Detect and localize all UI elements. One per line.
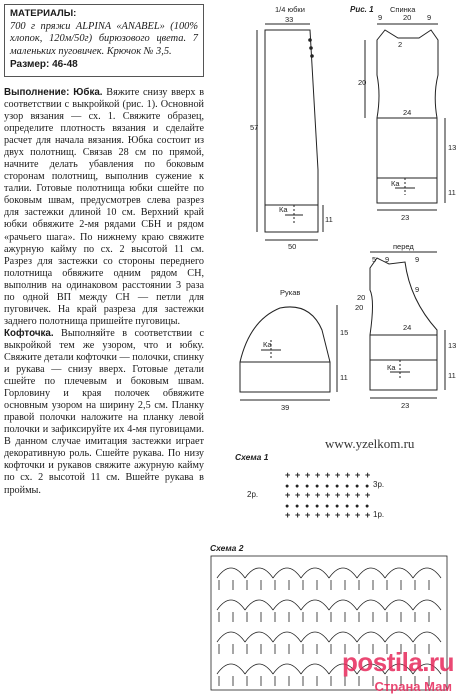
- jacket-heading: Кофточка.: [4, 327, 54, 339]
- hem-label-skirt: Ка: [279, 205, 288, 214]
- scheme-1-grid: [285, 470, 370, 520]
- stitch-symbol: +: [325, 470, 331, 480]
- back-pattern: [365, 24, 445, 210]
- stitch-symbol: ●: [355, 483, 360, 490]
- stitch-symbol: +: [315, 510, 321, 520]
- watermark-logo: postila.ru: [341, 647, 454, 677]
- skirt-paragraph: [4, 87, 204, 328]
- sleeve-pattern: [240, 305, 337, 400]
- skirt-pattern: [257, 24, 323, 240]
- stitch-symbol: +: [325, 510, 331, 520]
- scheme-2-title: Схема 2: [210, 543, 244, 553]
- lace-stitch-row: [219, 612, 429, 622]
- stitch-symbol: +: [285, 510, 291, 520]
- dim-front-top-2: 9: [385, 255, 390, 264]
- materials-heading: МАТЕРИАЛЫ:: [10, 8, 77, 19]
- lace-arch-row: [217, 568, 441, 578]
- stitch-symbol: ●: [285, 503, 290, 510]
- scheme-1-row2-label: 2р.: [247, 490, 259, 499]
- dim-skirt-bottom: 50: [288, 242, 297, 251]
- stitch-symbol: +: [335, 470, 341, 480]
- stitch-symbol: +: [315, 470, 321, 480]
- pattern-diagrams: [205, 0, 460, 698]
- hem-label-front: Ка: [387, 363, 396, 372]
- lace-stitch-row: [219, 580, 429, 590]
- front-label: перед: [393, 242, 414, 251]
- scheme-1-row3-label: 3р.: [373, 480, 385, 489]
- dim-sleeve-bottom: 39: [281, 403, 290, 412]
- stitch-symbol: ●: [285, 483, 290, 490]
- stitch-symbol: ●: [345, 483, 350, 490]
- stitch-symbol: +: [305, 470, 311, 480]
- lace-arch-row: [217, 600, 441, 610]
- stitch-symbol: ●: [315, 503, 320, 510]
- dim-back-top-left: 9: [378, 13, 383, 22]
- dim-skirt-top: 33: [285, 15, 294, 24]
- website-url: www.yzelkom.ru: [325, 436, 415, 451]
- materials-body: 700 г пряжи ALPINA «ANABEL» (100% хлопок, 120м/50г) бирюзового цвета. 7 маленьких пуговичек. Крючок № 3,5.: [10, 20, 198, 57]
- instructions: [4, 87, 204, 497]
- size-label: Размер: 46-48: [10, 59, 78, 71]
- stitch-symbol: ●: [355, 503, 360, 510]
- stitch-symbol: ●: [325, 503, 330, 510]
- dim-front-width: 24: [403, 323, 412, 332]
- scheme-1: [235, 452, 384, 520]
- stitch-symbol: +: [295, 490, 301, 500]
- figure-title: Рис. 1: [350, 5, 374, 14]
- stitch-symbol: +: [355, 470, 361, 480]
- stitch-symbol: +: [345, 510, 351, 520]
- stitch-symbol: ●: [335, 483, 340, 490]
- stitch-symbol: +: [295, 510, 301, 520]
- stitch-symbol: ●: [335, 503, 340, 510]
- stitch-symbol: +: [345, 470, 351, 480]
- lace-arch-row: [217, 632, 441, 642]
- dim-front-top-1: 5: [372, 255, 377, 264]
- diagram-column: [205, 0, 460, 698]
- scheme-1-title: Схема 1: [235, 452, 269, 462]
- stitch-symbol: +: [365, 510, 371, 520]
- dim-skirt-lower: 11: [325, 215, 333, 224]
- sleeve-label: Рукав: [280, 288, 301, 297]
- stitch-symbol: +: [285, 470, 291, 480]
- stitch-symbol: +: [345, 490, 351, 500]
- dim-front-armhole: 20: [357, 293, 366, 302]
- dim-front-side: 13: [448, 341, 457, 350]
- stitch-symbol: ●: [345, 503, 350, 510]
- stitch-symbol: ●: [295, 483, 300, 490]
- dim-back-bottom: 23: [401, 213, 410, 222]
- hem-label-back: Ка: [391, 179, 400, 188]
- stitch-symbol: +: [365, 470, 371, 480]
- stitch-symbol: ●: [365, 483, 370, 490]
- dim-back-neck: 2: [398, 40, 403, 49]
- jacket-text: Выполняйте в соответствии с выкройкой тем же узором, что и юбку. Свяжите детали кофточки — полочки, спинку и рукава — снизу вверх. Готовые детали сшейте по плечевым и боковым швам. Горловину и края полочек обвяжите основным узором на ширину 2,5 см. Планку правой полочки наложите на планку левой полочки и зафиксируйте их 4-мя пуговицами. В данном случае имитация застежки играет декоративную роль. Сшейте рукава. По низу кофточки и рукавов свяжите ажурную кайму по сх. 2 высотой 11 см. Вшейте рукава в проймы.: [4, 327, 204, 496]
- skirt-heading: Выполнение: Юбка.: [4, 86, 103, 98]
- stitch-symbol: +: [325, 490, 331, 500]
- dim-back-armhole: 20: [358, 78, 367, 87]
- dim-back-lower: 11: [448, 188, 456, 197]
- dim-front-neck: 9: [415, 285, 420, 294]
- dim-front-lower: 11: [448, 371, 456, 380]
- stitch-symbol: +: [315, 490, 321, 500]
- stitch-symbol: ●: [305, 503, 310, 510]
- stitch-symbol: +: [335, 510, 341, 520]
- stitch-symbol: ●: [365, 503, 370, 510]
- dim-sleeve-body: 20: [355, 303, 364, 312]
- dim-back-side: 13: [448, 143, 457, 152]
- scheme-1-row1-label: 1р.: [373, 510, 385, 519]
- stitch-symbol: ●: [305, 483, 310, 490]
- stitch-symbol: +: [355, 510, 361, 520]
- dim-front-bottom: 23: [401, 401, 410, 410]
- stitch-symbol: ●: [295, 503, 300, 510]
- stitch-symbol: +: [355, 490, 361, 500]
- dim-back-width: 24: [403, 108, 412, 117]
- stitch-symbol: +: [305, 510, 311, 520]
- back-label: Спинка: [390, 5, 416, 14]
- stitch-symbol: +: [365, 490, 371, 500]
- dim-skirt-height: 57: [250, 123, 259, 132]
- jacket-paragraph: [4, 328, 204, 497]
- dim-back-top-mid: 20: [403, 13, 412, 22]
- text-column: [4, 4, 204, 497]
- watermark-subtitle: Страна Мам: [374, 679, 452, 694]
- stitch-symbol: ●: [315, 483, 320, 490]
- hem-label-sleeve: Ка: [263, 340, 272, 349]
- skirt-label: 1/4 юбки: [275, 5, 305, 14]
- dim-sleeve-lower: 11: [340, 373, 348, 382]
- dim-back-top-right: 9: [427, 13, 432, 22]
- dim-front-top-3: 9: [415, 255, 420, 264]
- stitch-symbol: +: [335, 490, 341, 500]
- skirt-text: Вяжите снизу вверх в соответствии с выкройкой (рис. 1). Основной узор вязания — сх. 1. Свяжите образец, определите плотность вязания и сделайте расчет для начала вязания. Юбка состоит из двух полотнищ. Связав 28 см по прямой, начните делать убавления по боковым сторонам полотнищ, выполнив сужение к талии. Готовые полотнища юбки сшейте по боковым швам, предусмотрев слева разрез для застежки длиной 10 см. Верхний край юбки обвяжите 2-мя рядами СБН и рядом «рачьего шага». По нижнему краю свяжите ажурную кайму по сх. 2 высотой 11 см. Разрез для застежки со стороны переднего полотнища обвяжите одним рядом СН, выполнив на одинаковом расстоянии 3 раза по одной ВП между СН — петли для пуговичек. На край разреза для застежки заднего полотнища пришейте пуговицы.: [4, 86, 204, 327]
- dim-sleeve-cap: 15: [340, 328, 349, 337]
- stitch-symbol: +: [305, 490, 311, 500]
- stitch-symbol: +: [295, 470, 301, 480]
- stitch-symbol: +: [285, 490, 291, 500]
- stitch-symbol: ●: [325, 483, 330, 490]
- materials-box: [4, 4, 204, 77]
